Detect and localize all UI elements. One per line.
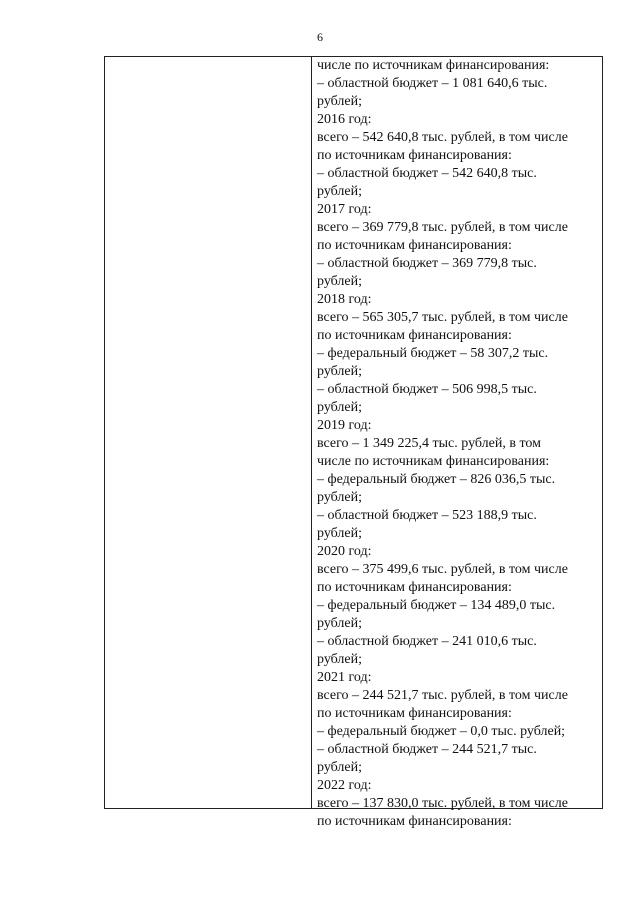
- text-line: – федеральный бюджет – 58 307,2 тыс.: [317, 346, 549, 361]
- text-line: рублей;: [317, 490, 362, 505]
- text-line: по источникам финансирования:: [317, 238, 512, 253]
- text-line: 2021 год:: [317, 670, 372, 685]
- text-line: – федеральный бюджет – 826 036,5 тыс.: [317, 472, 556, 487]
- text-line: по источникам финансирования:: [317, 580, 512, 595]
- text-line: – областной бюджет – 1 081 640,6 тыс.: [317, 76, 548, 91]
- text-line: 2016 год:: [317, 112, 372, 127]
- text-line: 2022 год:: [317, 778, 372, 793]
- text-line: всего – 369 779,8 тыс. рублей, в том числе: [317, 220, 568, 235]
- text-line: 2017 год:: [317, 202, 372, 217]
- text-line: рублей;: [317, 616, 362, 631]
- table-left-cell: [105, 57, 312, 808]
- text-line: – областной бюджет – 244 521,7 тыс.: [317, 742, 537, 757]
- text-line: всего – 1 349 225,4 тыс. рублей, в том: [317, 436, 541, 451]
- text-line: рублей;: [317, 526, 362, 541]
- text-line: всего – 375 499,6 тыс. рублей, в том числе: [317, 562, 568, 577]
- text-line: всего – 542 640,8 тыс. рублей, в том числе: [317, 130, 568, 145]
- text-line: – федеральный бюджет – 0,0 тыс. рублей;: [317, 724, 566, 739]
- text-line: рублей;: [317, 274, 362, 289]
- text-line: 2020 год:: [317, 544, 372, 559]
- text-line: всего – 244 521,7 тыс. рублей, в том числе: [317, 688, 568, 703]
- text-line: 2018 год:: [317, 292, 372, 307]
- funding-table: [104, 56, 603, 829]
- text-line: рублей;: [317, 364, 362, 379]
- page-number: 6: [317, 30, 323, 44]
- text-line: 2019 год:: [317, 418, 372, 433]
- text-line: рублей;: [317, 184, 362, 199]
- text-line: по источникам финансирования:: [317, 328, 512, 343]
- text-line: по источникам финансирования:: [317, 814, 512, 829]
- text-line: всего – 137 830,0 тыс. рублей, в том числе: [317, 796, 568, 811]
- text-line: рублей;: [317, 400, 362, 415]
- text-line: – областной бюджет – 542 640,8 тыс.: [317, 166, 537, 181]
- text-line: – областной бюджет – 523 188,9 тыс.: [317, 508, 537, 523]
- text-line: рублей;: [317, 760, 362, 775]
- text-line: рублей;: [317, 652, 362, 667]
- text-line: всего – 565 305,7 тыс. рублей, в том числе: [317, 310, 568, 325]
- text-line: числе по источникам финансирования:: [317, 58, 550, 73]
- text-line: – областной бюджет – 506 998,5 тыс.: [317, 382, 537, 397]
- text-line: – областной бюджет – 369 779,8 тыс.: [317, 256, 537, 271]
- table-right-cell: [312, 57, 602, 829]
- text-line: по источникам финансирования:: [317, 148, 512, 163]
- text-line: рублей;: [317, 94, 362, 109]
- text-line: – федеральный бюджет – 134 489,0 тыс.: [317, 598, 556, 613]
- text-line: по источникам финансирования:: [317, 706, 512, 721]
- text-line: числе по источникам финансирования:: [317, 454, 550, 469]
- text-line: – областной бюджет – 241 010,6 тыс.: [317, 634, 537, 649]
